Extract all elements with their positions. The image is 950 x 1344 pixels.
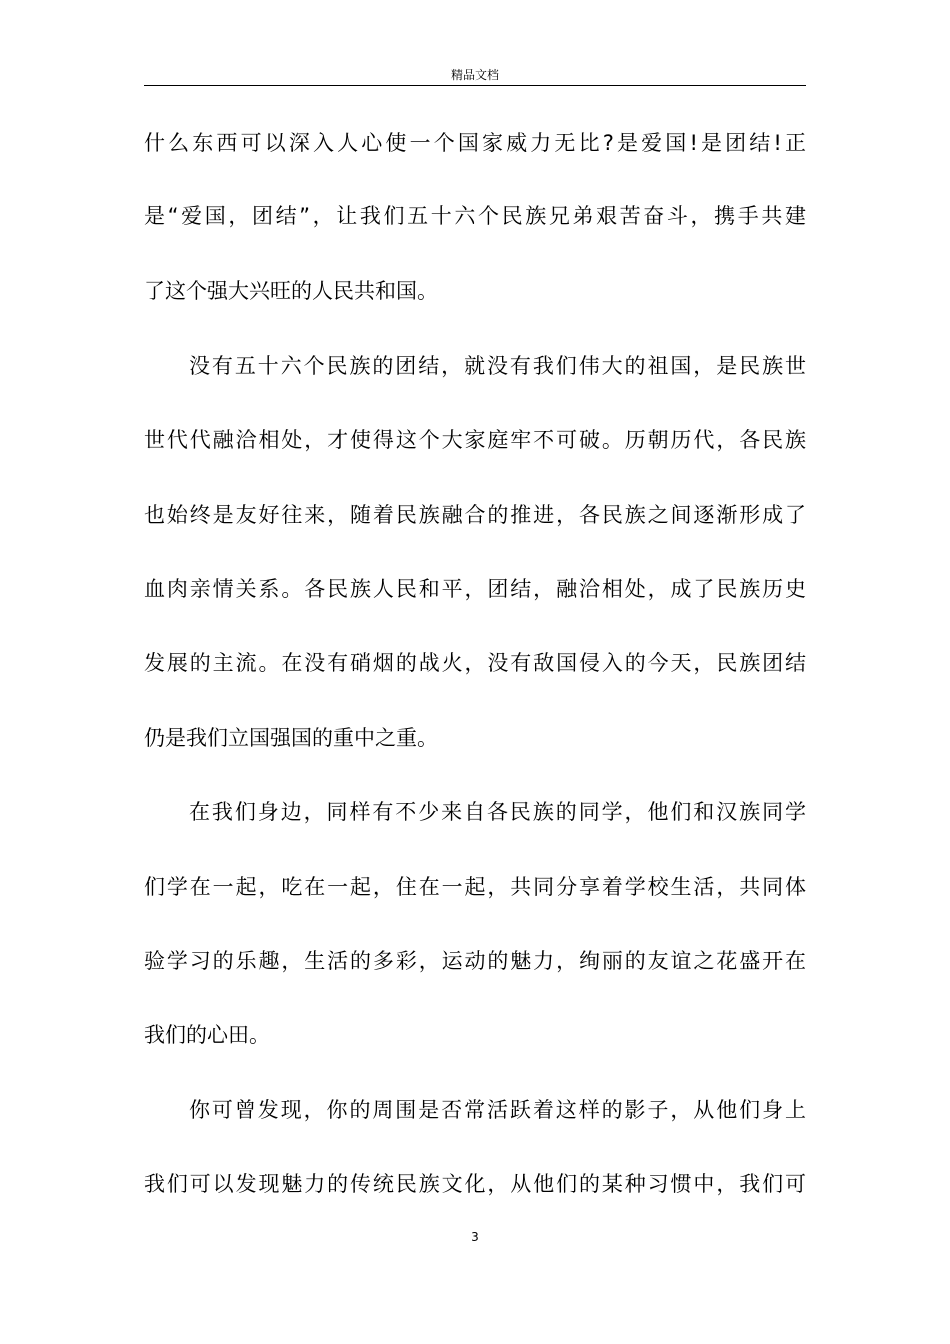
paragraph-line: 也始终是友好往来，随着民族融合的推进，各民族之间逐渐形成了	[144, 503, 806, 527]
page-header-title: 精品文档	[450, 68, 499, 82]
paragraph-line: 验学习的乐趣，生活的多彩，运动的魅力，绚丽的友谊之花盛开在	[144, 949, 806, 973]
paragraph-line: 你可曾发现，你的周围是否常活跃着这样的影子，从他们身上	[189, 1098, 806, 1122]
page-number: 3	[471, 1230, 479, 1244]
paragraph-line: 我们的心田。	[144, 1023, 270, 1047]
paragraph-line: 在我们身边，同样有不少来自各民族的同学，他们和汉族同学	[189, 800, 806, 824]
paragraph-line: 仍是我们立国强国的重中之重。	[144, 726, 438, 750]
paragraph-line: 是“爱国，团结”，让我们五十六个民族兄弟艰苦奋斗，携手共建	[144, 204, 806, 228]
paragraph-line: 没有五十六个民族的团结，就没有我们伟大的祖国，是民族世	[189, 354, 806, 378]
paragraph-line: 们学在一起，吃在一起，住在一起，共同分享着学校生活，共同体	[144, 875, 806, 899]
paragraph-line: 发展的主流。在没有硝烟的战火，没有敌国侵入的今天，民族团结	[144, 651, 806, 675]
paragraph-line: 我们可以发现魅力的传统民族文化，从他们的某种习惯中，我们可	[144, 1172, 806, 1196]
header-divider	[144, 85, 806, 86]
paragraph-line: 世代代融洽相处，才使得这个大家庭牢不可破。历朝历代，各民族	[144, 428, 806, 452]
paragraph-line: 了这个强大兴旺的人民共和国。	[144, 279, 438, 303]
paragraph-line: 什么东西可以深入人心使一个国家威力无比?是爱国!是团结!正	[144, 131, 806, 155]
paragraph-line: 血肉亲情关系。各民族人民和平，团结，融洽相处，成了民族历史	[144, 577, 806, 601]
